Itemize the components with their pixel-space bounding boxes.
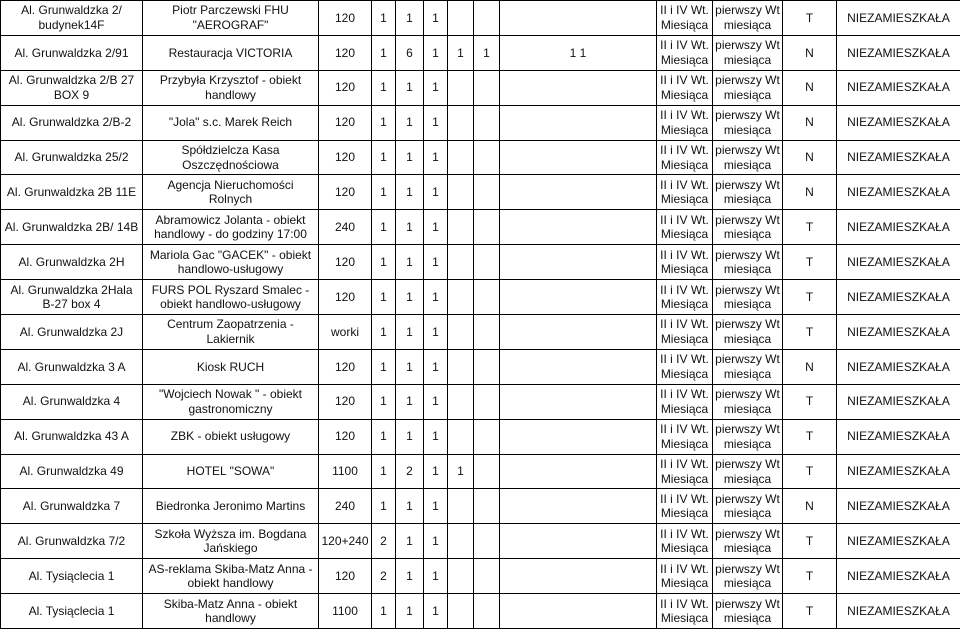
qty-cell: 1 bbox=[396, 559, 424, 594]
qty-cell: 1 bbox=[448, 35, 474, 70]
business-name-cell: Biedronka Jeronimo Martins bbox=[143, 489, 319, 524]
capacity-cell: 120 bbox=[319, 419, 372, 454]
schedule-cell: II i IV Wt. Miesiąca bbox=[657, 210, 713, 245]
qty-cell: 1 bbox=[424, 419, 448, 454]
count-cell: 1 bbox=[372, 280, 396, 315]
table-row bbox=[1, 419, 960, 454]
capacity-cell: 120+240 bbox=[319, 524, 372, 559]
qty-cell: 1 bbox=[396, 594, 424, 629]
table-body bbox=[1, 1, 960, 629]
extra-cell bbox=[500, 349, 657, 384]
qty-cell bbox=[474, 105, 500, 140]
extra-cell bbox=[500, 1, 657, 36]
business-name-cell: FURS POL Ryszard Smalec - obiekt handlowo-usługowy bbox=[143, 280, 319, 315]
extra-cell bbox=[500, 105, 657, 140]
schedule-cell: II i IV Wt. Miesiąca bbox=[657, 140, 713, 175]
table-row bbox=[1, 105, 960, 140]
count-cell: 1 bbox=[372, 70, 396, 105]
qty-cell: 1 bbox=[396, 245, 424, 280]
extra-cell bbox=[500, 419, 657, 454]
table-row bbox=[1, 315, 960, 350]
qty-cell: 1 bbox=[396, 489, 424, 524]
table-row bbox=[1, 594, 960, 629]
business-name-cell: HOTEL "SOWA" bbox=[143, 454, 319, 489]
qty-cell bbox=[474, 489, 500, 524]
schedule-cell: II i IV Wt. Miesiąca bbox=[657, 419, 713, 454]
qty-cell bbox=[474, 175, 500, 210]
table-row bbox=[1, 210, 960, 245]
qty-cell bbox=[474, 454, 500, 489]
first-tuesday-cell: pierwszy Wt miesiąca bbox=[713, 594, 783, 629]
status-cell: NIEZAMIESZKAŁA bbox=[837, 489, 960, 524]
qty-cell bbox=[448, 280, 474, 315]
qty-cell: 1 bbox=[424, 454, 448, 489]
qty-cell: 6 bbox=[396, 35, 424, 70]
qty-cell bbox=[474, 419, 500, 454]
type-cell: T bbox=[783, 524, 837, 559]
status-cell: NIEZAMIESZKAŁA bbox=[837, 384, 960, 419]
extra-cell bbox=[500, 280, 657, 315]
qty-cell bbox=[474, 384, 500, 419]
status-cell: NIEZAMIESZKAŁA bbox=[837, 594, 960, 629]
count-cell: 1 bbox=[372, 35, 396, 70]
qty-cell: 1 bbox=[448, 454, 474, 489]
qty-cell bbox=[474, 280, 500, 315]
qty-cell bbox=[448, 559, 474, 594]
table-row bbox=[1, 384, 960, 419]
qty-cell bbox=[448, 384, 474, 419]
count-cell: 1 bbox=[372, 419, 396, 454]
address-cell: Al. Grunwaldzka 25/2 bbox=[1, 140, 143, 175]
table-row bbox=[1, 70, 960, 105]
address-cell: Al. Grunwaldzka 2/B 27 BOX 9 bbox=[1, 70, 143, 105]
type-cell: T bbox=[783, 384, 837, 419]
qty-cell bbox=[448, 210, 474, 245]
qty-cell bbox=[448, 245, 474, 280]
business-name-cell: Skiba-Matz Anna - obiekt handlowy bbox=[143, 594, 319, 629]
qty-cell: 1 bbox=[396, 175, 424, 210]
first-tuesday-cell: pierwszy Wt miesiąca bbox=[713, 245, 783, 280]
qty-cell: 1 bbox=[396, 280, 424, 315]
business-name-cell: Przybyła Krzysztof - obiekt handlowy bbox=[143, 70, 319, 105]
type-cell: T bbox=[783, 210, 837, 245]
table-row bbox=[1, 349, 960, 384]
count-cell: 1 bbox=[372, 594, 396, 629]
capacity-cell: 120 bbox=[319, 245, 372, 280]
qty-cell bbox=[474, 1, 500, 36]
first-tuesday-cell: pierwszy Wt miesiąca bbox=[713, 210, 783, 245]
capacity-cell: 120 bbox=[319, 1, 372, 36]
schedule-cell: II i IV Wt. Miesiąca bbox=[657, 105, 713, 140]
qty-cell bbox=[474, 245, 500, 280]
business-name-cell: "Wojciech Nowak " - obiekt gastronomiczny bbox=[143, 384, 319, 419]
qty-cell bbox=[448, 1, 474, 36]
type-cell: N bbox=[783, 70, 837, 105]
type-cell: T bbox=[783, 1, 837, 36]
status-cell: NIEZAMIESZKAŁA bbox=[837, 175, 960, 210]
count-cell: 1 bbox=[372, 454, 396, 489]
address-cell: Al. Grunwaldzka 43 A bbox=[1, 419, 143, 454]
address-cell: Al. Grunwaldzka 3 A bbox=[1, 349, 143, 384]
status-cell: NIEZAMIESZKAŁA bbox=[837, 245, 960, 280]
table-row bbox=[1, 245, 960, 280]
extra-cell bbox=[500, 315, 657, 350]
qty-cell: 1 bbox=[424, 349, 448, 384]
qty-cell bbox=[474, 349, 500, 384]
qty-cell: 1 bbox=[424, 594, 448, 629]
qty-cell: 1 bbox=[424, 315, 448, 350]
qty-cell bbox=[448, 70, 474, 105]
qty-cell: 1 bbox=[424, 70, 448, 105]
qty-cell: 1 bbox=[396, 140, 424, 175]
qty-cell: 1 bbox=[424, 524, 448, 559]
type-cell: T bbox=[783, 419, 837, 454]
qty-cell: 1 bbox=[396, 1, 424, 36]
qty-cell bbox=[448, 349, 474, 384]
qty-cell bbox=[448, 419, 474, 454]
qty-cell: 1 bbox=[396, 524, 424, 559]
count-cell: 1 bbox=[372, 140, 396, 175]
type-cell: N bbox=[783, 489, 837, 524]
table-row bbox=[1, 140, 960, 175]
extra-cell bbox=[500, 210, 657, 245]
type-cell: N bbox=[783, 349, 837, 384]
schedule-cell: II i IV Wt. Miesiąca bbox=[657, 559, 713, 594]
capacity-cell: 240 bbox=[319, 489, 372, 524]
count-cell: 1 bbox=[372, 384, 396, 419]
table-row bbox=[1, 35, 960, 70]
schedule-cell: II i IV Wt. Miesiąca bbox=[657, 245, 713, 280]
business-name-cell: Mariola Gac "GACEK" - obiekt handlowo-usługowy bbox=[143, 245, 319, 280]
count-cell: 1 bbox=[372, 315, 396, 350]
capacity-cell: 1100 bbox=[319, 594, 372, 629]
status-cell: NIEZAMIESZKAŁA bbox=[837, 70, 960, 105]
status-cell: NIEZAMIESZKAŁA bbox=[837, 349, 960, 384]
extra-cell bbox=[500, 559, 657, 594]
first-tuesday-cell: pierwszy Wt miesiąca bbox=[713, 489, 783, 524]
capacity-cell: 120 bbox=[319, 35, 372, 70]
first-tuesday-cell: pierwszy Wt miesiąca bbox=[713, 1, 783, 36]
table-row bbox=[1, 559, 960, 594]
qty-cell: 1 bbox=[396, 315, 424, 350]
qty-cell: 1 bbox=[396, 384, 424, 419]
qty-cell: 1 bbox=[396, 210, 424, 245]
qty-cell: 1 bbox=[424, 140, 448, 175]
qty-cell bbox=[474, 559, 500, 594]
qty-cell bbox=[448, 140, 474, 175]
type-cell: T bbox=[783, 315, 837, 350]
first-tuesday-cell: pierwszy Wt miesiąca bbox=[713, 280, 783, 315]
count-cell: 1 bbox=[372, 349, 396, 384]
status-cell: NIEZAMIESZKAŁA bbox=[837, 280, 960, 315]
qty-cell: 1 bbox=[424, 105, 448, 140]
extra-cell: 1 1 bbox=[500, 35, 657, 70]
count-cell: 1 bbox=[372, 175, 396, 210]
qty-cell: 1 bbox=[424, 384, 448, 419]
count-cell: 1 bbox=[372, 210, 396, 245]
extra-cell bbox=[500, 245, 657, 280]
business-name-cell: Szkoła Wyższa im. Bogdana Jańskiego bbox=[143, 524, 319, 559]
capacity-cell: 120 bbox=[319, 105, 372, 140]
first-tuesday-cell: pierwszy Wt miesiąca bbox=[713, 315, 783, 350]
capacity-cell: 120 bbox=[319, 280, 372, 315]
business-name-cell: "Jola" s.c. Marek Reich bbox=[143, 105, 319, 140]
address-cell: Al. Grunwaldzka 2Hala B-27 box 4 bbox=[1, 280, 143, 315]
business-name-cell: Kiosk RUCH bbox=[143, 349, 319, 384]
address-cell: Al. Grunwaldzka 49 bbox=[1, 454, 143, 489]
address-cell: Al. Grunwaldzka 2/B-2 bbox=[1, 105, 143, 140]
schedule-cell: II i IV Wt. Miesiąca bbox=[657, 454, 713, 489]
address-cell: Al. Grunwaldzka 2/ budynek14F bbox=[1, 1, 143, 36]
qty-cell: 1 bbox=[424, 175, 448, 210]
table-row bbox=[1, 454, 960, 489]
type-cell: N bbox=[783, 105, 837, 140]
qty-cell: 1 bbox=[424, 245, 448, 280]
qty-cell: 1 bbox=[424, 559, 448, 594]
address-cell: Al. Tysiąclecia 1 bbox=[1, 559, 143, 594]
type-cell: T bbox=[783, 280, 837, 315]
type-cell: T bbox=[783, 559, 837, 594]
type-cell: N bbox=[783, 140, 837, 175]
qty-cell bbox=[448, 489, 474, 524]
qty-cell bbox=[474, 70, 500, 105]
address-cell: Al. Grunwaldzka 2B/ 14B bbox=[1, 210, 143, 245]
type-cell: N bbox=[783, 175, 837, 210]
extra-cell bbox=[500, 524, 657, 559]
capacity-cell: 1100 bbox=[319, 454, 372, 489]
first-tuesday-cell: pierwszy Wt miesiąca bbox=[713, 384, 783, 419]
capacity-cell: 120 bbox=[319, 70, 372, 105]
first-tuesday-cell: pierwszy Wt miesiąca bbox=[713, 35, 783, 70]
qty-cell: 1 bbox=[474, 35, 500, 70]
address-cell: Al. Grunwaldzka 2B 11E bbox=[1, 175, 143, 210]
status-cell: NIEZAMIESZKAŁA bbox=[837, 454, 960, 489]
qty-cell bbox=[448, 594, 474, 629]
count-cell: 2 bbox=[372, 524, 396, 559]
qty-cell bbox=[474, 210, 500, 245]
schedule-cell: II i IV Wt. Miesiąca bbox=[657, 70, 713, 105]
capacity-cell: 120 bbox=[319, 175, 372, 210]
qty-cell bbox=[448, 524, 474, 559]
qty-cell bbox=[448, 105, 474, 140]
extra-cell bbox=[500, 384, 657, 419]
schedule-cell: II i IV Wt. Miesiąca bbox=[657, 1, 713, 36]
table-row bbox=[1, 1, 960, 36]
first-tuesday-cell: pierwszy Wt miesiąca bbox=[713, 70, 783, 105]
type-cell: T bbox=[783, 454, 837, 489]
status-cell: NIEZAMIESZKAŁA bbox=[837, 524, 960, 559]
schedule-cell: II i IV Wt. Miesiąca bbox=[657, 280, 713, 315]
capacity-cell: worki bbox=[319, 315, 372, 350]
address-cell: Al. Grunwaldzka 7/2 bbox=[1, 524, 143, 559]
table-row bbox=[1, 280, 960, 315]
address-cell: Al. Grunwaldzka 7 bbox=[1, 489, 143, 524]
capacity-cell: 120 bbox=[319, 349, 372, 384]
extra-cell bbox=[500, 594, 657, 629]
schedule-cell: II i IV Wt. Miesiąca bbox=[657, 315, 713, 350]
qty-cell bbox=[474, 594, 500, 629]
qty-cell: 1 bbox=[424, 280, 448, 315]
first-tuesday-cell: pierwszy Wt miesiąca bbox=[713, 105, 783, 140]
schedule-cell: II i IV Wt. Miesiąca bbox=[657, 175, 713, 210]
schedule-cell: II i IV Wt. Miesiąca bbox=[657, 489, 713, 524]
table-row bbox=[1, 175, 960, 210]
extra-cell bbox=[500, 489, 657, 524]
status-cell: NIEZAMIESZKAŁA bbox=[837, 419, 960, 454]
schedule-cell: II i IV Wt. Miesiąca bbox=[657, 35, 713, 70]
count-cell: 1 bbox=[372, 1, 396, 36]
status-cell: NIEZAMIESZKAŁA bbox=[837, 315, 960, 350]
status-cell: NIEZAMIESZKAŁA bbox=[837, 105, 960, 140]
qty-cell bbox=[448, 315, 474, 350]
type-cell: T bbox=[783, 594, 837, 629]
business-name-cell: Agencja Nieruchomości Rolnych bbox=[143, 175, 319, 210]
status-cell: NIEZAMIESZKAŁA bbox=[837, 1, 960, 36]
count-cell: 1 bbox=[372, 245, 396, 280]
qty-cell: 1 bbox=[396, 70, 424, 105]
first-tuesday-cell: pierwszy Wt miesiąca bbox=[713, 559, 783, 594]
business-name-cell: Abramowicz Jolanta - obiekt handlowy - do godziny 17:00 bbox=[143, 210, 319, 245]
extra-cell bbox=[500, 454, 657, 489]
status-cell: NIEZAMIESZKAŁA bbox=[837, 210, 960, 245]
table-row bbox=[1, 524, 960, 559]
address-cell: Al. Grunwaldzka 4 bbox=[1, 384, 143, 419]
capacity-cell: 240 bbox=[319, 210, 372, 245]
qty-cell: 1 bbox=[396, 349, 424, 384]
qty-cell bbox=[474, 524, 500, 559]
capacity-cell: 120 bbox=[319, 384, 372, 419]
business-name-cell: Spółdzielcza Kasa Oszczędnościowa bbox=[143, 140, 319, 175]
business-name-cell: Centrum Zaopatrzenia - Lakiernik bbox=[143, 315, 319, 350]
capacity-cell: 120 bbox=[319, 559, 372, 594]
qty-cell bbox=[448, 175, 474, 210]
type-cell: T bbox=[783, 245, 837, 280]
schedule-cell: II i IV Wt. Miesiąca bbox=[657, 594, 713, 629]
capacity-cell: 120 bbox=[319, 140, 372, 175]
business-name-cell: Piotr Parczewski FHU "AEROGRAF" bbox=[143, 1, 319, 36]
first-tuesday-cell: pierwszy Wt miesiąca bbox=[713, 349, 783, 384]
extra-cell bbox=[500, 175, 657, 210]
status-cell: NIEZAMIESZKAŁA bbox=[837, 140, 960, 175]
business-name-cell: Restauracja VICTORIA bbox=[143, 35, 319, 70]
status-cell: NIEZAMIESZKAŁA bbox=[837, 35, 960, 70]
first-tuesday-cell: pierwszy Wt miesiąca bbox=[713, 175, 783, 210]
extra-cell bbox=[500, 70, 657, 105]
qty-cell bbox=[474, 315, 500, 350]
extra-cell bbox=[500, 140, 657, 175]
address-cell: Al. Grunwaldzka 2J bbox=[1, 315, 143, 350]
qty-cell: 1 bbox=[424, 35, 448, 70]
count-cell: 2 bbox=[372, 559, 396, 594]
count-cell: 1 bbox=[372, 489, 396, 524]
qty-cell: 1 bbox=[396, 105, 424, 140]
schedule-cell: II i IV Wt. Miesiąca bbox=[657, 349, 713, 384]
first-tuesday-cell: pierwszy Wt miesiąca bbox=[713, 419, 783, 454]
business-name-cell: AS-reklama Skiba-Matz Anna - obiekt handlowy bbox=[143, 559, 319, 594]
qty-cell: 1 bbox=[424, 489, 448, 524]
first-tuesday-cell: pierwszy Wt miesiąca bbox=[713, 524, 783, 559]
qty-cell: 2 bbox=[396, 454, 424, 489]
count-cell: 1 bbox=[372, 105, 396, 140]
table-row bbox=[1, 489, 960, 524]
business-name-cell: ZBK - obiekt usługowy bbox=[143, 419, 319, 454]
address-cell: Al. Grunwaldzka 2H bbox=[1, 245, 143, 280]
schedule-cell: II i IV Wt. Miesiąca bbox=[657, 384, 713, 419]
first-tuesday-cell: pierwszy Wt miesiąca bbox=[713, 454, 783, 489]
qty-cell: 1 bbox=[396, 419, 424, 454]
schedule-cell: II i IV Wt. Miesiąca bbox=[657, 524, 713, 559]
qty-cell bbox=[474, 140, 500, 175]
first-tuesday-cell: pierwszy Wt miesiąca bbox=[713, 140, 783, 175]
address-cell: Al. Grunwaldzka 2/91 bbox=[1, 35, 143, 70]
status-cell: NIEZAMIESZKAŁA bbox=[837, 559, 960, 594]
qty-cell: 1 bbox=[424, 210, 448, 245]
address-cell: Al. Tysiąclecia 1 bbox=[1, 594, 143, 629]
qty-cell: 1 bbox=[424, 1, 448, 36]
type-cell: N bbox=[783, 35, 837, 70]
